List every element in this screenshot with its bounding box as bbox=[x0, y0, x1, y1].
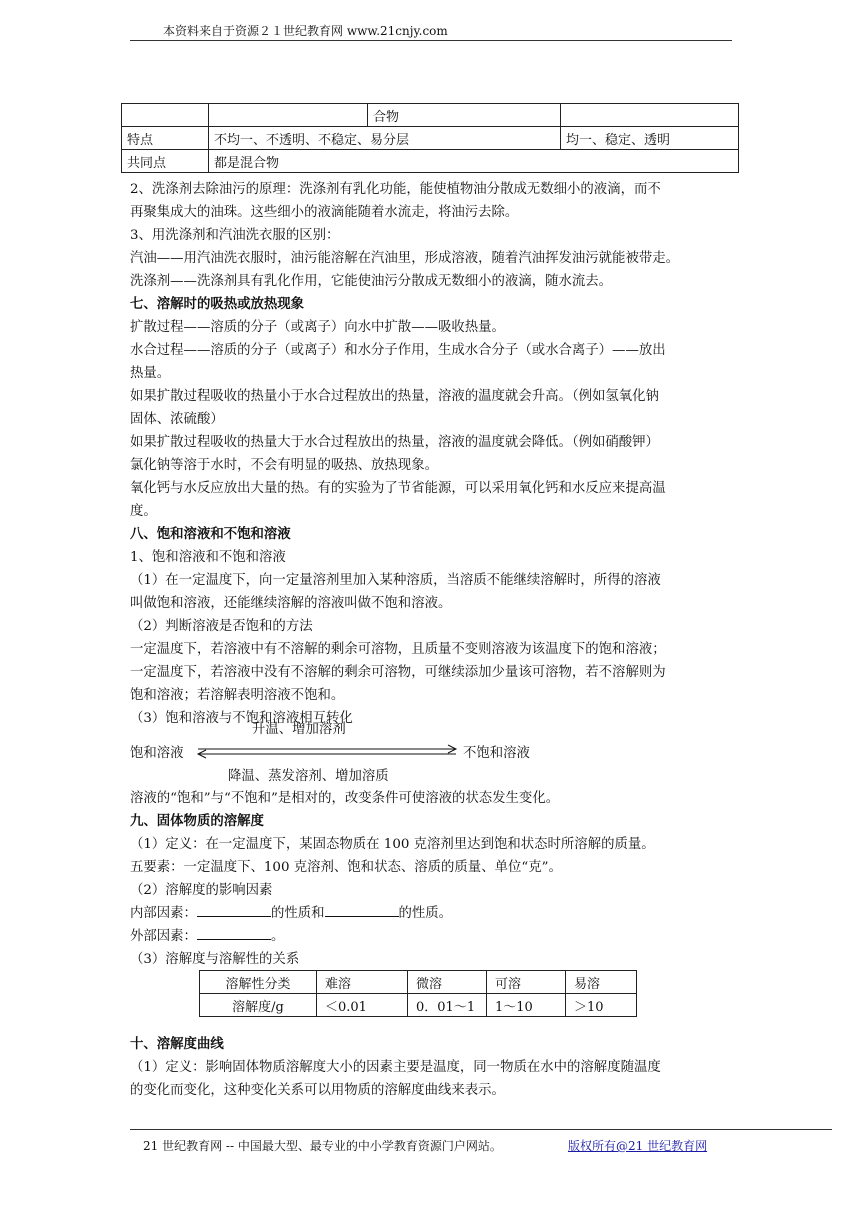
table-row bbox=[200, 994, 637, 1017]
table-row bbox=[122, 127, 739, 150]
main-content-2 bbox=[130, 787, 736, 971]
table-cell: ＞10 bbox=[566, 994, 637, 1017]
paragraph-line: 度。 bbox=[130, 504, 157, 519]
table-cell bbox=[561, 104, 739, 127]
paragraph-line bbox=[130, 925, 736, 948]
copyright-link[interactable]: 版权所有@21 世纪教育网 bbox=[568, 1139, 708, 1153]
section-heading-9: 九、固体物质的溶解度 bbox=[130, 813, 264, 829]
table-cell: 共同点 bbox=[122, 150, 209, 173]
paragraph-line: 饱和溶液；若溶解表明溶液不饱和。 bbox=[130, 688, 345, 703]
paragraph-line: 2、洗涤剂去除油污的原理：洗涤剂有乳化功能，能使植物油分散成无数细小的液滴，而不 bbox=[130, 182, 661, 197]
table-cell: 可溶 bbox=[487, 971, 566, 994]
table-cell: 均一、稳定、透明 bbox=[561, 127, 739, 150]
table-cell: 易溶 bbox=[566, 971, 637, 994]
table-cell: ＜0.01 bbox=[317, 994, 408, 1017]
saturation-conversion-diagram bbox=[130, 718, 736, 788]
table-cell: 1～10 bbox=[487, 994, 566, 1017]
paragraph-line: 溶液的“饱和”与“不饱和”是相对的，改变条件可使溶液的状态发生变化。 bbox=[130, 791, 560, 806]
paragraph-line: 的变化而变化，这种变化关系可以用物质的溶解度曲线来表示。 bbox=[130, 1083, 505, 1098]
fill-blank bbox=[325, 902, 399, 917]
double-arrow-icon bbox=[192, 744, 462, 760]
conversion-bottom-label: 降温、蒸发溶剂、增加溶质 bbox=[228, 769, 389, 784]
paragraph-line: 固体、浓硫酸） bbox=[130, 412, 224, 427]
paragraph-line: 如果扩散过程吸收的热量小于水合过程放出的热量，溶液的温度就会升高。（例如氢氧化钠 bbox=[130, 389, 659, 404]
table-cell: 难溶 bbox=[317, 971, 408, 994]
paragraph-line: 五要素：一定温度下、100 克溶剂、饱和状态、溶质的质量、单位“克”。 bbox=[130, 860, 562, 875]
fill-blank bbox=[197, 925, 271, 940]
footer-rule bbox=[130, 1129, 832, 1130]
saturated-label: 饱和溶液 bbox=[130, 746, 184, 761]
table-cell bbox=[122, 104, 209, 127]
paragraph-line: 氧化钙与水反应放出大量的热。有的实验为了节省能源，可以采用氧化钙和水反应来提高温 bbox=[130, 481, 666, 496]
fill-blank bbox=[197, 902, 271, 917]
paragraph-line: 叫做饱和溶液，还能继续溶解的溶液叫做不饱和溶液。 bbox=[130, 596, 452, 611]
footer-text: 21 世纪教育网 -- 中国最大型、最专业的中小学教育资源门户网站。 bbox=[143, 1139, 502, 1153]
fill-label: 的性质。 bbox=[398, 906, 453, 921]
table-row bbox=[122, 104, 739, 127]
table-cell: 合物 bbox=[368, 104, 561, 127]
paragraph-line: 氯化钠等溶于水时，不会有明显的吸热、放热现象。 bbox=[130, 458, 438, 473]
paragraph-line: （1）定义：在一定温度下，某固态物质在 100 克溶剂里达到饱和状态时所溶解的质量。 bbox=[130, 837, 655, 852]
table-row bbox=[122, 150, 739, 173]
paragraph-line: 扩散过程——溶质的分子（或离子）向水中扩散——吸收热量。 bbox=[130, 320, 505, 335]
fill-label: 。 bbox=[270, 929, 285, 944]
solubility-table bbox=[199, 970, 637, 1017]
fill-label: 内部因素： bbox=[130, 906, 197, 921]
table-cell: 溶解度/g bbox=[200, 994, 317, 1017]
paragraph-line: （2）判断溶液是否饱和的方法 bbox=[130, 619, 313, 634]
main-content-3 bbox=[130, 1033, 736, 1102]
paragraph-line: 一定温度下，若溶液中有不溶解的剩余可溶物，且质量不变则溶液为该温度下的饱和溶液； bbox=[130, 642, 666, 657]
section-heading-8: 八、饱和溶液和不饱和溶液 bbox=[130, 526, 291, 542]
main-content bbox=[130, 178, 736, 730]
table-cell: 都是混合物 bbox=[209, 150, 739, 173]
paragraph-line: （2）溶解度的影响因素 bbox=[130, 883, 273, 898]
table-cell: 微溶 bbox=[408, 971, 487, 994]
paragraph-line: 热量。 bbox=[130, 366, 171, 381]
section-heading-10: 十、溶解度曲线 bbox=[130, 1036, 224, 1052]
table-cell: 0．01～1 bbox=[408, 994, 487, 1017]
paragraph-line: 一定温度下，若溶液中没有不溶解的剩余可溶物，可继续添加少量该可溶物，若不溶解则为 bbox=[130, 665, 666, 680]
table-cell bbox=[209, 104, 368, 127]
fill-label: 外部因素： bbox=[130, 929, 197, 944]
page-header: 本资料来自于资源２１世纪教育网 www.21cnjy.com bbox=[163, 24, 448, 38]
paragraph-line: 汽油——用汽油洗衣服时，油污能溶解在汽油里，形成溶液，随着汽油挥发油污就能被带走。 bbox=[130, 251, 680, 266]
table-cell: 溶解性分类 bbox=[200, 971, 317, 994]
paragraph-line: 洗涤剂——洗涤剂具有乳化作用，它能使油污分散成无数细小的液滴，随水流去。 bbox=[130, 274, 613, 289]
table-cell: 特点 bbox=[122, 127, 209, 150]
header-rule bbox=[130, 40, 732, 41]
fill-label: 的性质和 bbox=[270, 906, 325, 921]
table-cell: 不均一、不透明、不稳定、易分层 bbox=[209, 127, 561, 150]
paragraph-line: 如果扩散过程吸收的热量大于水合过程放出的热量，溶液的温度就会降低。（例如硝酸钾） bbox=[130, 435, 659, 450]
paragraph-line: （1）定义：影响固体物质溶解度大小的因素主要是温度，同一物质在水中的溶解度随温度 bbox=[130, 1060, 661, 1075]
paragraph-line: 1、饱和溶液和不饱和溶液 bbox=[130, 550, 286, 565]
unsaturated-label: 不饱和溶液 bbox=[463, 746, 530, 761]
paragraph-line: （3）溶解度与溶解性的关系 bbox=[130, 952, 300, 967]
conversion-top-label: 升温、增加溶剂 bbox=[252, 722, 346, 737]
paragraph-line: 再聚集成大的油珠。这些细小的液滴能随着水流走，将油污去除。 bbox=[130, 205, 519, 220]
paragraph-line: （3）饱和溶液与不饱和溶液相互转化 bbox=[130, 711, 353, 726]
mixture-comparison-table bbox=[121, 103, 739, 173]
paragraph-line: 3、用洗涤剂和汽油洗衣服的区别： bbox=[130, 228, 340, 243]
paragraph-line: 水合过程——溶质的分子（或离子）和水分子作用，生成水合分子（或水合离子）——放出 bbox=[130, 343, 666, 358]
table-row bbox=[200, 971, 637, 994]
section-heading-7: 七、溶解时的吸热或放热现象 bbox=[130, 296, 305, 312]
paragraph-line: （1）在一定温度下，向一定量溶剂里加入某种溶质，当溶质不能继续溶解时，所得的溶液 bbox=[130, 573, 661, 588]
paragraph-line bbox=[130, 902, 736, 925]
